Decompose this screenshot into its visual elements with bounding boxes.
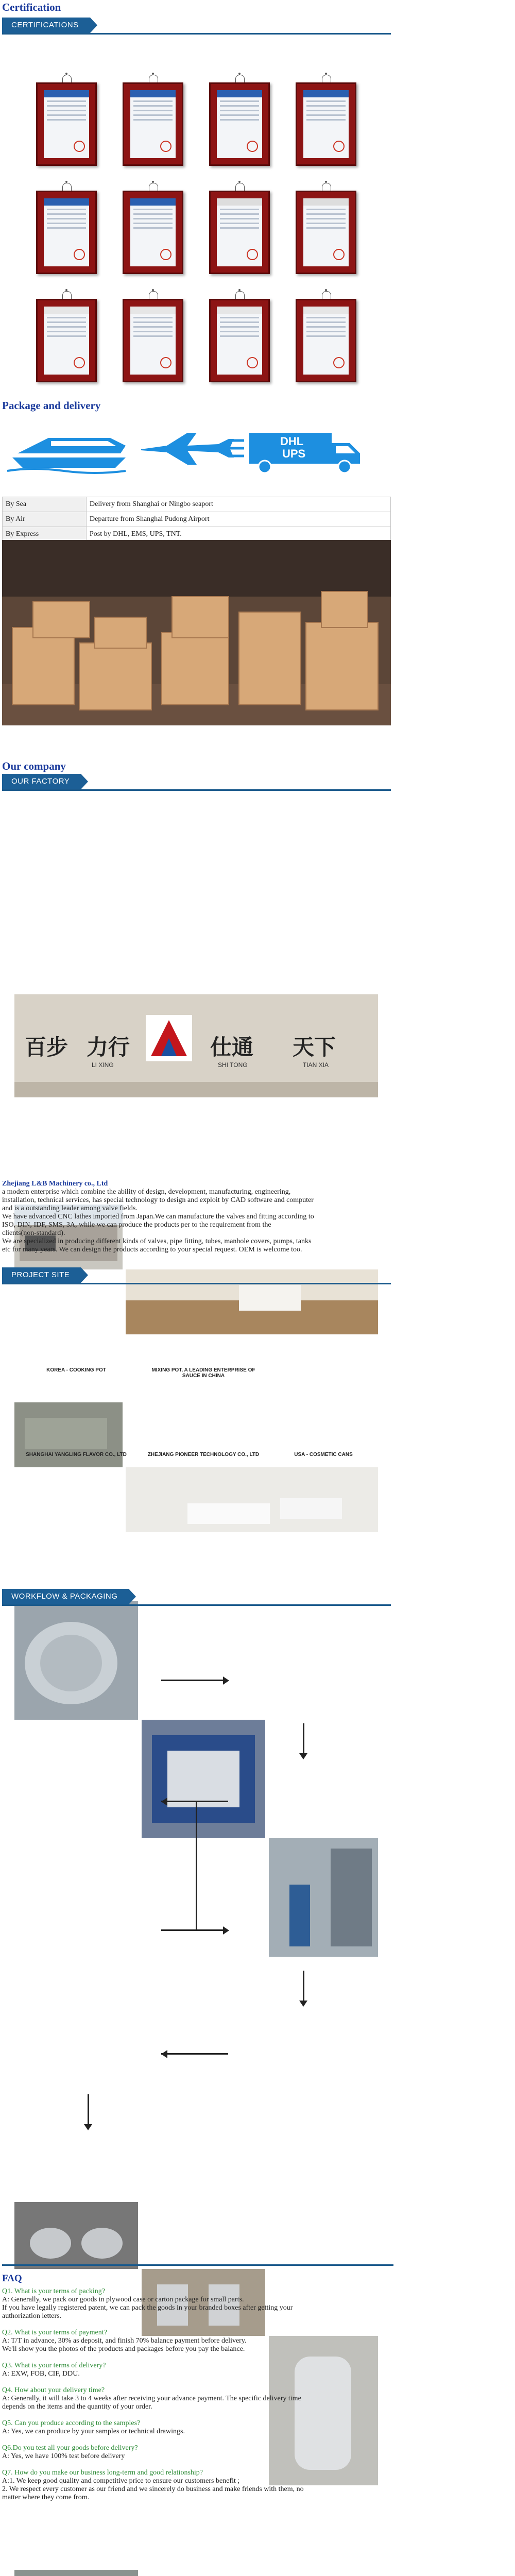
flow-arrow [161,1929,196,1931]
company-paragraph-line: a modern enterprise which combine the ability of design, development, manufacturing, engineering, [2,1188,291,1196]
faq-answer-line: A: T/T in advance, 30% as deposit, and finish 70% balance payment before delivery. [2,2337,247,2345]
faq-question: Q1. What is your terms of packing? [2,2287,105,2295]
certificate-frame [296,191,356,274]
flow-arrow [161,1801,228,1802]
faq-answer-line: We'll show you the photos of the products and packages before you pay the balance. [2,2345,245,2353]
factory-sign-photo [14,1402,123,1467]
faq-answer-line: authorization letters. [2,2312,62,2320]
wall-sub-2: SHI TONG [218,1061,248,1069]
flow-arrowhead [299,1753,307,1759]
faq-item [2,2329,393,2353]
project-photo [14,2570,138,2576]
faq-answer-line: A: Yes, we have 100% test before delivery [2,2452,125,2460]
faq-question: Q4. How about your delivery time? [2,2386,105,2394]
faq-answer-line: A: Yes, we can produce by your samples or technical drawings. [2,2428,185,2435]
project-caption: SHANGHAI YANGLING FLAVOR CO., LTD [26,1452,127,1458]
flow-arrowhead [161,1798,167,1806]
table-row [3,497,391,512]
flow-arrow [303,1971,304,2002]
project-caption: MIXING POT, A LEADING ENTERPRISE OF SAUCE IN CHINA [151,1367,255,1379]
faq-item [2,2287,393,2320]
faq-question: Q6.Do you test all your goods before delivery? [2,2444,138,2452]
shipping-detail: Post by DHL, EMS, UPS, TNT. [87,527,391,542]
factory-banner-label: OUR FACTORY [2,774,81,789]
dhl-label: DHL [280,435,304,448]
flow-arrow [161,2053,228,2055]
shipping-mode: By Express [3,527,87,542]
tank-photo [14,1601,138,1720]
wall-sub-3: TIAN XIA [303,1061,329,1069]
wall-text-1: 百步 [25,1035,68,1060]
faq-answer-line: depends on the items and the quantity of your order. [2,2403,152,2411]
company-description [2,1188,393,1254]
certificate-frame [36,82,97,166]
company-paragraph-line: etc for many years. We can design the products according to your special request. OEM is welcome too. [2,1246,302,1253]
workflow-banner [2,1589,391,1606]
warehouse-photo-svg [2,540,391,725]
flow-arrowhead [161,2050,167,2058]
project-caption: KOREA - COOKING POT [46,1367,106,1373]
company-paragraph-line: installation, technical services, has special technology to design and exploit by CAD software and computer [2,1196,314,1204]
certificate-frame [36,191,97,274]
faq-list [2,2287,393,2502]
table-row [3,512,391,527]
shipping-detail: Departure from Shanghai Pudong Airport [87,512,391,527]
warehouse-photo [2,540,391,725]
workflow-banner-label: WORKFLOW & PACKAGING [2,1589,129,1604]
flow-arrow [303,1723,304,1754]
company-title: Our company [2,760,66,772]
divider [2,2264,393,2266]
factory-banner [2,774,391,791]
company-paragraph-line: We are specialized in producing different kinds of valves, pipe fitting, tubes, manhole covers, pumps, tanks [2,1238,312,1245]
ups-label: UPS [282,447,306,460]
certifications-banner [2,18,391,35]
certification-title: Certification [2,1,61,13]
flow-arrow [161,1680,223,1681]
faq-answer-line: If you have legally registered patent, we can pack the goods in your branded boxes after getting your [2,2304,293,2312]
faq-question: Q5. Can you produce according to the samples? [2,2419,141,2427]
faq-answer-line: A:1. We keep good quality and competitive price to ensure our customers benefit ; [2,2477,240,2485]
faq-question: Q3. What is your terms of delivery? [2,2362,106,2369]
lab-photo [269,1838,378,1957]
flow-arrow [88,2094,89,2125]
faq-title: FAQ [2,2273,22,2284]
airplane-icon [141,433,234,465]
flow-arrowhead [299,2001,307,2007]
company-paragraph-line: ISO, DIN, IDF, SMS, 3A, while we can produce the products per to the requirement from the [2,1221,271,1229]
certificate-frame [123,191,183,274]
package-title: Package and delivery [2,399,101,412]
faq-question: Q7. How do you make our business long-term and good relationship? [2,2469,203,2477]
project-site-banner-label: PROJECT SITE [2,1267,81,1283]
shipping-icons-svg [2,417,391,479]
faq-item [2,2362,393,2378]
certificate-frame [209,191,270,274]
certificate-frame [296,82,356,166]
project-caption: USA - COSMETIC CANS [294,1452,353,1458]
shipping-icons [2,417,391,479]
wall-sub-1: LI XING [92,1061,114,1069]
certificate-frame [209,82,270,166]
faq-answer-line: 2. We respect every customer as our friend and we sincerely do business and make friends with them, no [2,2485,304,2493]
faq-question: Q2. What is your terms of payment? [2,2329,107,2336]
faq-item [2,2469,393,2502]
shipping-detail: Delivery from Shanghai or Ningbo seaport [87,497,391,512]
faq-item [2,2444,393,2461]
faq-answer-line: A: EXW, FOB, CIF, DDU. [2,2370,80,2378]
company-paragraph-line: We have advanced CNC lathes imported from Japan.We can manufacture the valves and fitting according to [2,1213,314,1221]
shipping-table [2,497,391,542]
company-paragraph-line: and is a outstanding leader among valve fields. [2,1205,138,1212]
company-name: Zhejiang L&B Machinery co., Ltd [2,1180,108,1188]
certificate-frame [123,82,183,166]
shipping-mode: By Air [3,512,87,527]
faq-item [2,2419,393,2436]
certificate-frame [123,299,183,382]
faq-answer-line: matter where they come from. [2,2494,90,2501]
wall-text-3: 仕通 [210,1035,254,1060]
company-paragraph-line: clients(non-standard). [2,1229,65,1237]
project-site-banner [2,1267,391,1284]
faq-item [2,2386,393,2411]
wall-text-4: 天下 [293,1035,336,1060]
certificate-frame [296,299,356,382]
wall-text-2: 力行 [87,1035,130,1060]
flow-arrowhead [84,2124,92,2130]
faq-answer-line: A: Generally, it will take 3 to 4 weeks after receiving your advance payment. The specific delivery time [2,2395,301,2402]
project-caption: ZHEJIANG PIONEER TECHNOLOGY CO., LTD [147,1452,260,1458]
flow-arrow [196,1801,197,1929]
ship-icon [7,438,126,473]
company-wall-photo [14,994,378,1097]
certifications-banner-label: CERTIFICATIONS [2,18,90,33]
factory-interior-photo [126,1467,378,1532]
flow-arrowhead [223,1676,229,1685]
machine-photo [142,1720,265,1838]
project-photo [14,2202,138,2269]
shipping-mode: By Sea [3,497,87,512]
certificate-grid [36,82,366,392]
certificate-frame [36,299,97,382]
flow-arrow [196,1929,224,1931]
certificate-frame [209,299,270,382]
faq-answer-line: A: Generally, we pack our goods in plywood case or carton package for small parts. [2,2296,244,2303]
company-logo-icon [146,1015,192,1061]
